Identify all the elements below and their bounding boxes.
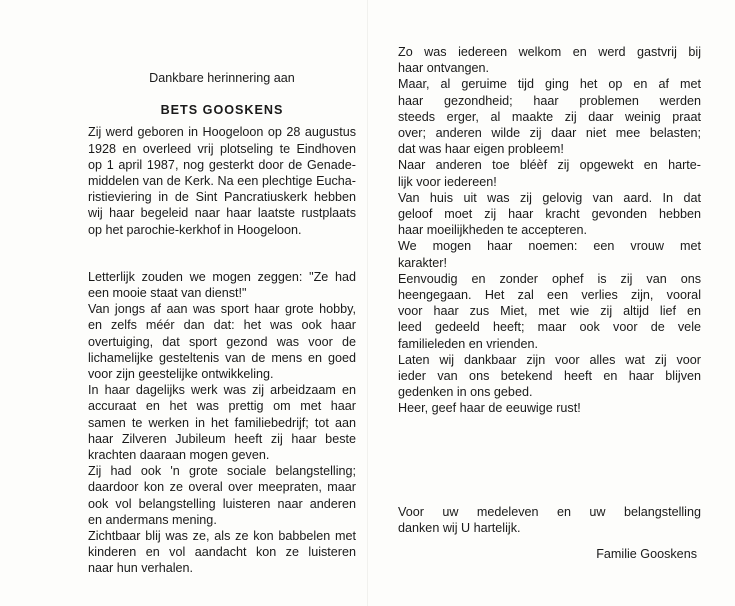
text-line: Laten wij dankbaar zijn voor alles wat zij voor [398, 352, 701, 367]
text-line: Eenvoudig en zonder ophef is zij van ons [398, 271, 701, 286]
text-line: accuraat en het was prettig om met haar [88, 399, 356, 414]
text-line: samen te werken in het familiebedrijf; tot aan [88, 415, 356, 430]
text-line: daardoor kon ze overal over meepraten, maar [88, 480, 356, 495]
biography-body [88, 269, 356, 577]
biography-opening [88, 124, 356, 237]
text-line: en andermans mening. [88, 512, 217, 527]
text-line: ieder van ons betekend heeft en haar blijven [398, 369, 701, 384]
right-panel [398, 44, 701, 536]
text-line: heengegaan. Het zal een verlies zijn, vooral [398, 288, 701, 303]
text-line: Zij werd geboren in Hoogeloon op 28 augustus [88, 125, 356, 140]
text-line: wij haar begeleid naar haar laatste rustplaats [88, 206, 356, 221]
text-line: Zo was iedereen welkom en werd gastvrij bij [398, 45, 701, 59]
text-line: gedenken in ons gebed. [398, 385, 533, 400]
text-line: haar gezondheid; haar problemen werden [398, 93, 701, 108]
text-line: Zij had ook 'n grote sociale belangstelling; [88, 464, 356, 479]
text-line: familieleden en vrienden. [398, 336, 539, 351]
text-line: overtuiging, dat sport gezond was voor de [88, 334, 356, 349]
family-signature: Familie Gooskens [596, 547, 697, 561]
text-line: over; anderen wilde zij daar niet mee belasten; [398, 126, 701, 141]
text-line: Letterlijk zouden we mogen zeggen: "Ze had [88, 269, 356, 284]
text-line: voor haar zus Miet, met wie zij altijd lief en [398, 304, 701, 319]
text-line: Heer, geef haar de eeuwige rust! [398, 401, 581, 416]
text-line: Maar, al geruime tijd ging het op en af met [398, 77, 701, 92]
deceased-name: BETS GOOSKENS [160, 103, 284, 118]
text-line: Voor uw medeleven en uw belangstelling [398, 504, 701, 519]
text-line: naar hun verhalen. [88, 561, 194, 576]
text-line: 1928 en overleed vrij plotseling te Eindhoven [88, 141, 356, 156]
text-line: lichamelijke gesteltenis van de mens en goed [88, 350, 356, 365]
text-line: dat was haar eigen probleem! [398, 142, 564, 157]
text-line: krachten daaraan mogen geven. [88, 448, 270, 463]
text-line: geloof moet zij haar kracht gevonden hebben [398, 207, 701, 222]
text-line: ook vol belangstelling luisteren naar anderen [88, 496, 356, 511]
text-line: In haar dagelijks werk was zij arbeidzaam en [88, 383, 356, 398]
tribute-body [398, 44, 701, 417]
text-line: een mooie staat van dienst!" [88, 286, 247, 301]
text-line: haar Zilveren Jubileum heeft zij haar beste [88, 431, 356, 446]
text-line: Van jongs af aan was sport haar grote hobby, [88, 302, 356, 317]
text-line: danken wij U hartelijk. [398, 520, 521, 535]
text-line: en zelfs méér dan dat: het was ook haar [88, 318, 356, 333]
text-line: haar ontvangen. [398, 61, 490, 76]
card-fold-line [367, 0, 368, 606]
text-line: middelen van de Kerk. Na een plechtige Eucha- [88, 174, 356, 189]
text-line: op 1 april 1987, nog gesterkt door de Genade- [88, 157, 356, 172]
text-line: Van huis uit was zij gelovig van aard. In dat [398, 190, 701, 205]
text-line: haar moeilijkheden te accepteren. [398, 223, 588, 238]
text-line: karakter! [398, 255, 447, 270]
text-line: Naar anderen toe bléèf zij opgewekt en harte- [398, 158, 701, 173]
text-line: ristieviering in de Sint Pancratiuskerk hebben [88, 190, 356, 205]
left-panel [88, 70, 356, 577]
text-line: Zichtbaar blij was ze, als ze kon babbelen met [88, 529, 356, 544]
text-line: op het parochie-kerkhof in Hoogeloon. [88, 222, 302, 237]
text-line: We mogen haar noemen: een vrouw met [398, 239, 701, 254]
thanks-note [398, 504, 701, 536]
text-line: kinderen en vol aandacht kon ze luisteren [88, 545, 356, 560]
text-line: leed gedeeld heeft; maar ook voor de vele [398, 320, 701, 335]
text-line: lijk voor iedereen! [398, 174, 497, 189]
text-line: voor zijn geestelijke ontwikkeling. [88, 367, 274, 382]
text-line: steeds erger, al maakte zij daar weinig praat [398, 109, 701, 124]
remembrance-intro: Dankbare herinnering aan [149, 71, 295, 85]
